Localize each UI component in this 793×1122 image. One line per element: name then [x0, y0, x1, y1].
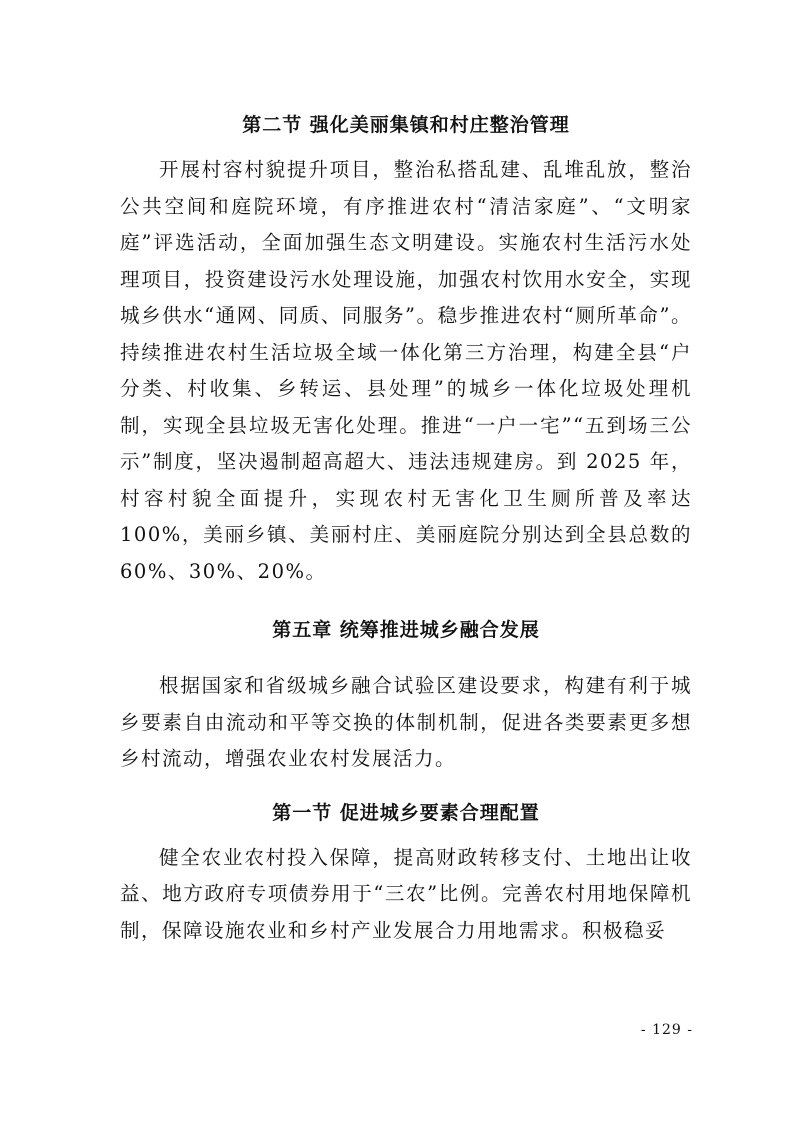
chapter-paragraph: 根据国家和省级城乡融合试验区建设要求，构建有利于城乡要素自由流动和平等交换的体制机制，促进各类要素更多想乡村流动，增强农业农村发展活力。 [120, 674, 692, 770]
section-title: 第一节 促进城乡要素合理配置 [272, 801, 540, 824]
section-paragraph: 开展村容村貌提升项目，整治私搭乱建、乱堆乱放，整治公共空间和庭院环境，有序推进农村“清洁家庭”、“文明家庭”评选活动，全面加强生态文明建设。实施农村生活污水处理项目，投资建设污水处理设施，加强农村饮用水安全，实现城乡供水“通网、同质、同服务”。稳步推进农村“厕所革命”。持续推进农村生活垃圾全域一体化第三方治理，构建全县“户分类、村收集、乡转运、县处理”的城乡一体化垃圾处理机制，实现全县垃圾无害化处理。推进“一户一宅”“五到场三公示”制度，坚决遏制超高超大、违法违规建房。到 2025 年，村容村貌全面提升，实现农村无害化卫生厕所普及率达 100%，美丽乡镇、美丽村庄、美丽庭院分别达到全县总数的 60%、30%、20%。 [120, 158, 692, 583]
section-title: 第二节 强化美丽集镇和村庄整治管理 [242, 114, 570, 136]
chapter-title: 第五章 统筹推进城乡融合发展 [272, 619, 540, 641]
page-number: - 129 - [640, 1022, 693, 1038]
section-paragraph: 健全农业农村投入保障，提高财政转移支付、土地出让收益、地方政府专项债券用于“三农”比例。完善农村用地保障机制，保障设施农业和乡村产业发展合力用地需求。积极稳妥 [120, 845, 692, 942]
document-page [120, 104, 692, 949]
